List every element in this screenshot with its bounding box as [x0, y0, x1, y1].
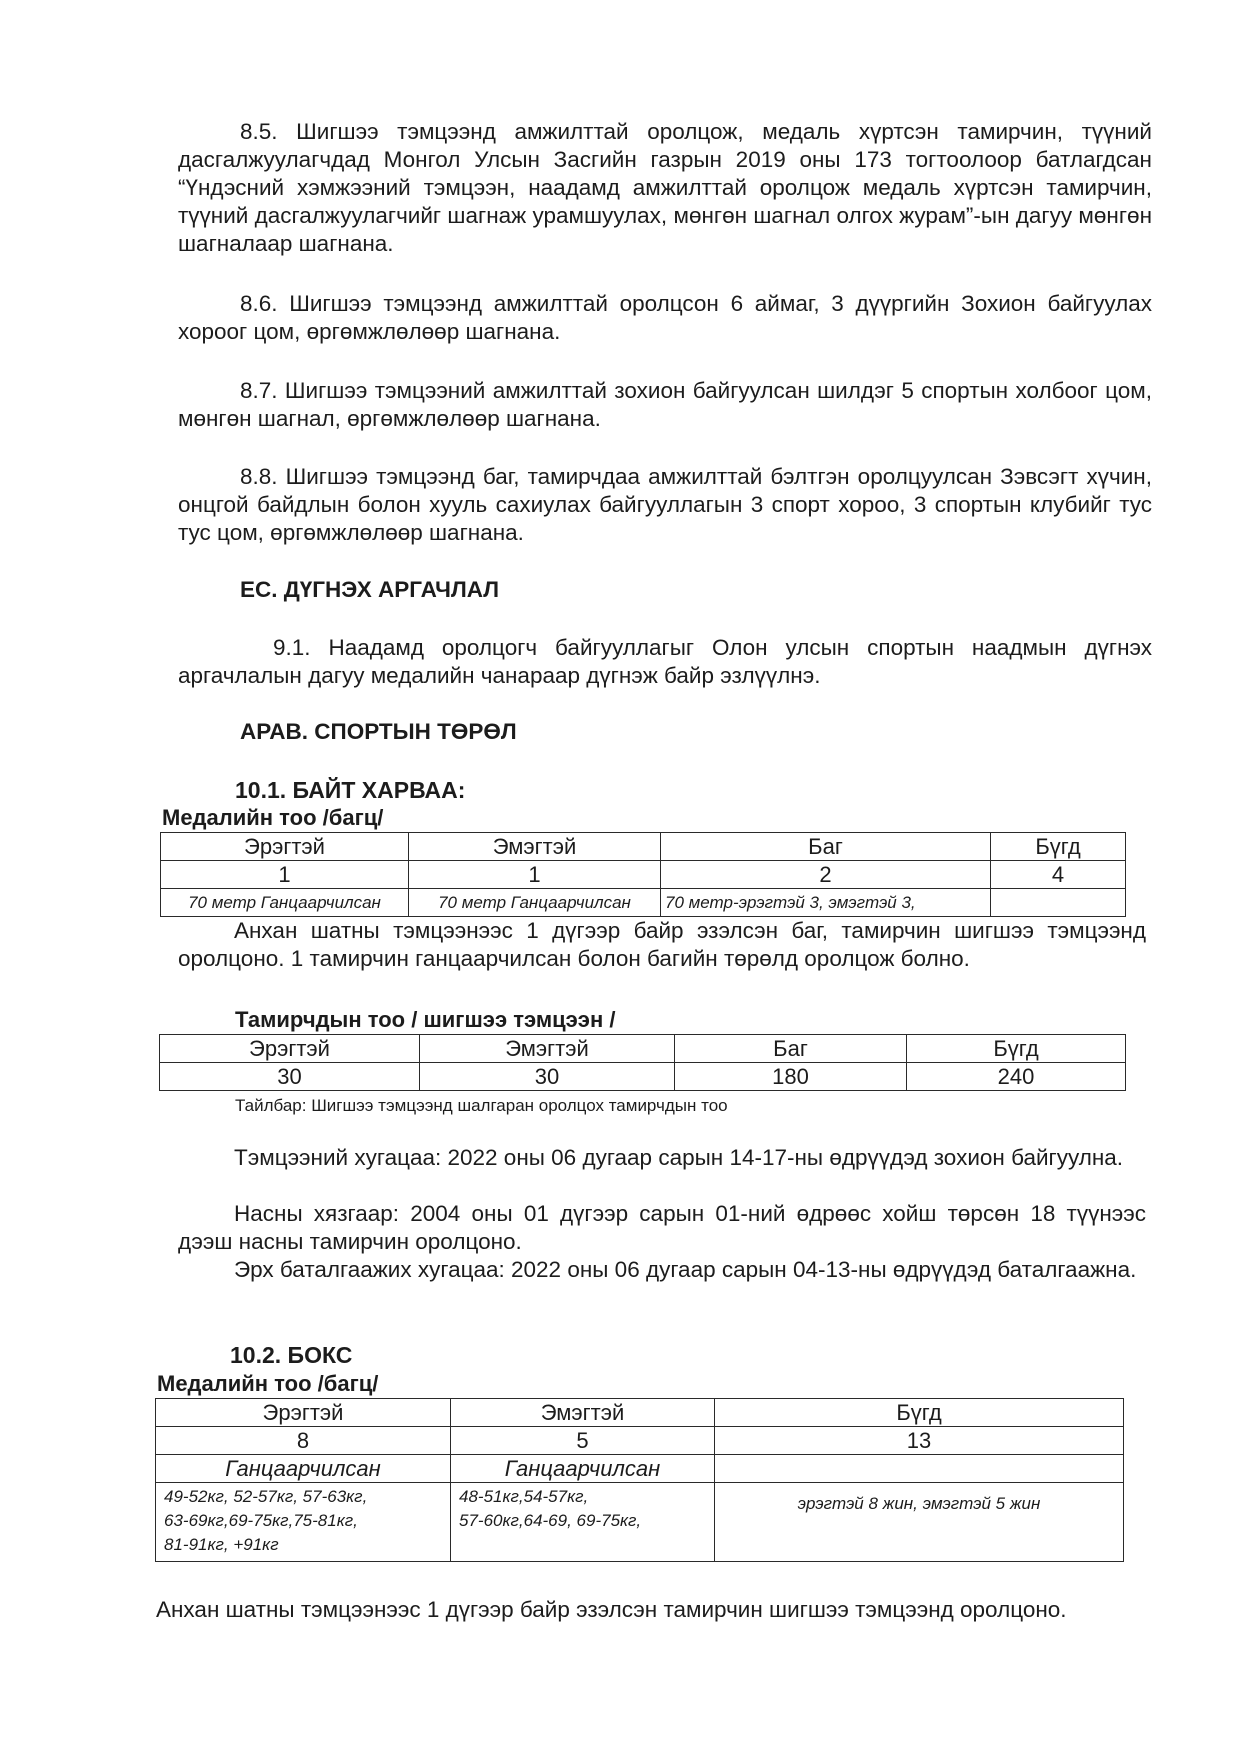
table-row: [160, 1063, 1126, 1091]
paragraph-8-8-text: 8.8. Шигшээ тэмцээнд баг, тамирчдаа амжилттай бэлтгэн оролцуулсан Зэвсэгт хүчин, онцгой байдлын болон хууль сахиулах байгууллагын 3 спорт хороо, 3 спортын клубийг тус тус цом, өргөмжлөлөөр шагнана.: [178, 464, 1152, 545]
table-cell: 70 метр Ганцаарчилсан: [161, 889, 409, 917]
boxing-qualification: Анхан шатны тэмцээнээс 1 дүгээр байр эзэлсэн тамирчин шигшээ тэмцээнд оролцоно.: [156, 1597, 1067, 1622]
table-cell: 4: [991, 861, 1126, 889]
boxing-heading: 10.2. БОКС: [230, 1342, 353, 1368]
table-cell: Эмэгтэй: [451, 1399, 715, 1427]
archery-table-note: Тайлбар: Шигшээ тэмцээнд шалгаран оролцох тамирчдын тоо: [235, 1096, 728, 1115]
archery-age-limit-text: Насны хязгаар: 2004 оны 01 дүгээр сарын 01-ний өдрөөс хойш төрсөн 18 түүнээс дээш насны тамирчин оролцоно.: [178, 1201, 1146, 1254]
table-cell: Бүгд: [991, 833, 1126, 861]
table-cell: 5: [451, 1427, 715, 1455]
archery-rights: [178, 1256, 1146, 1284]
weight-line: 48-51кг,54-57кг,: [459, 1487, 589, 1506]
table-cell: 13: [715, 1427, 1124, 1455]
table-row: [161, 861, 1126, 889]
table-row: [156, 1399, 1124, 1427]
archery-qualification-text: Анхан шатны тэмцээнээс 1 дүгээр байр эзэлсэн баг, тамирчин шигшээ тэмцээнд оролцоно. 1 тамирчин ганцаарчилсан болон багийн төрөлд оролцож болно.: [178, 918, 1146, 971]
table-row: [156, 1427, 1124, 1455]
table-row: [161, 833, 1126, 861]
archery-age-limit: [178, 1200, 1146, 1256]
table-row: [156, 1455, 1124, 1483]
paragraph-9-1: [178, 634, 1152, 690]
archery-duration-text: Тэмцээний хугацаа: 2022 оны 06 дугаар сарын 14-17-ны өдрүүдэд зохион байгуулна.: [234, 1145, 1124, 1170]
paragraph-8-5-text: 8.5. Шигшээ тэмцээнд амжилттай оролцож, медаль хүртсэн тамирчин, түүний дасгалжуулагчдад Монгол Улсын Засгийн газрын 2019 оны 173 тогтоолоор батлагдсан “Үндэсний хэмжээний тэмцээн, наадамд амжилттай оролцож медаль хүртсэн тамирчин, түүний дасгалжуулагчийг шагнаж урамшуулах, мөнгөн шагнал олгох журам”-ын дагуу мөнгөн шагналаар шагнана.: [178, 119, 1152, 256]
paragraph-8-7-text: 8.7. Шигшээ тэмцээний амжилттай зохион байгуулсан шилдэг 5 спортын холбоог цом, мөнгөн шагнал, өргөмжлөлөөр шагнана.: [178, 378, 1152, 431]
archery-athletes-caption: Тамирчдын тоо / шигшээ тэмцээн /: [235, 1007, 616, 1032]
table-cell: Баг: [661, 833, 991, 861]
archery-medal-caption: Медалийн тоо /багц/: [162, 805, 384, 830]
table-cell: Эрэгтэй: [160, 1035, 420, 1063]
table-cell: Ганцаарчилсан: [451, 1455, 715, 1483]
female-weights-cell: [451, 1483, 715, 1562]
table-cell: 30: [420, 1063, 675, 1091]
paragraph-8-8: [178, 463, 1152, 547]
table-cell: Ганцаарчилсан: [156, 1455, 451, 1483]
table-cell: [991, 889, 1126, 917]
table-cell: 2: [661, 861, 991, 889]
table-cell: Баг: [675, 1035, 907, 1063]
archery-rights-text: Эрх баталгаажих хугацаа: 2022 оны 06 дугаар сарын 04-13-ны өдрүүдэд баталгаажна.: [234, 1257, 1137, 1282]
weight-line: 49-52кг, 52-57кг, 57-63кг,: [164, 1487, 368, 1506]
weight-line: 57-60кг,64-69, 69-75кг,: [459, 1511, 642, 1530]
archery-duration: [178, 1144, 1146, 1172]
paragraph-8-6-text: 8.6. Шигшээ тэмцээнд амжилттай оролцсон 6 аймаг, 3 дүүргийн Зохион байгуулах хороог цом, өргөмжлөлөөр шагнана.: [178, 291, 1152, 344]
paragraph-8-5: [178, 118, 1152, 258]
table-cell: 180: [675, 1063, 907, 1091]
table-cell: Эмэгтэй: [420, 1035, 675, 1063]
table-cell: Бүгд: [907, 1035, 1126, 1063]
table-cell: [715, 1455, 1124, 1483]
table-cell: 30: [160, 1063, 420, 1091]
table-cell: Эмэгтэй: [409, 833, 661, 861]
table-cell: 1: [161, 861, 409, 889]
boxing-medal-caption: Медалийн тоо /багц/: [157, 1371, 379, 1396]
archery-athletes-table: [159, 1034, 1126, 1091]
table-cell: 8: [156, 1427, 451, 1455]
paragraph-8-6: [178, 290, 1152, 346]
table-cell: Бүгд: [715, 1399, 1124, 1427]
archery-qualification: [178, 917, 1146, 973]
boxing-medal-table: [155, 1398, 1124, 1562]
table-cell: 70 метр-эрэгтэй 3, эмэгтэй 3,: [661, 889, 991, 917]
table-row: [161, 889, 1126, 917]
table-row: [160, 1035, 1126, 1063]
archery-medal-table: [160, 832, 1126, 917]
table-cell: 240: [907, 1063, 1126, 1091]
table-cell: 1: [409, 861, 661, 889]
table-cell: Эрэгтэй: [156, 1399, 451, 1427]
table-cell: эрэгтэй 8 жин, эмэгтэй 5 жин: [715, 1483, 1124, 1562]
table-cell: 70 метр Ганцаарчилсан: [409, 889, 661, 917]
section-heading-9: ЕС. ДҮГНЭХ АРГАЧЛАЛ: [240, 577, 500, 602]
section-heading-10: АРАВ. СПОРТЫН ТӨРӨЛ: [240, 719, 517, 744]
paragraph-8-7: [178, 377, 1152, 433]
weight-line: 63-69кг,69-75кг,75-81кг,: [164, 1511, 358, 1530]
table-cell: Эрэгтэй: [161, 833, 409, 861]
paragraph-9-1-text: 9.1. Наадамд оролцогч байгууллагыг Олон улсын спортын наадмын дүгнэх аргачлалын дагуу медалийн чанараар дүгнэж байр эзлүүлнэ.: [178, 635, 1152, 688]
weight-line: 81-91кг, +91кг: [164, 1535, 279, 1554]
table-row: [156, 1483, 1124, 1562]
male-weights-cell: [156, 1483, 451, 1562]
archery-heading: 10.1. БАЙТ ХАРВАА:: [235, 777, 466, 803]
